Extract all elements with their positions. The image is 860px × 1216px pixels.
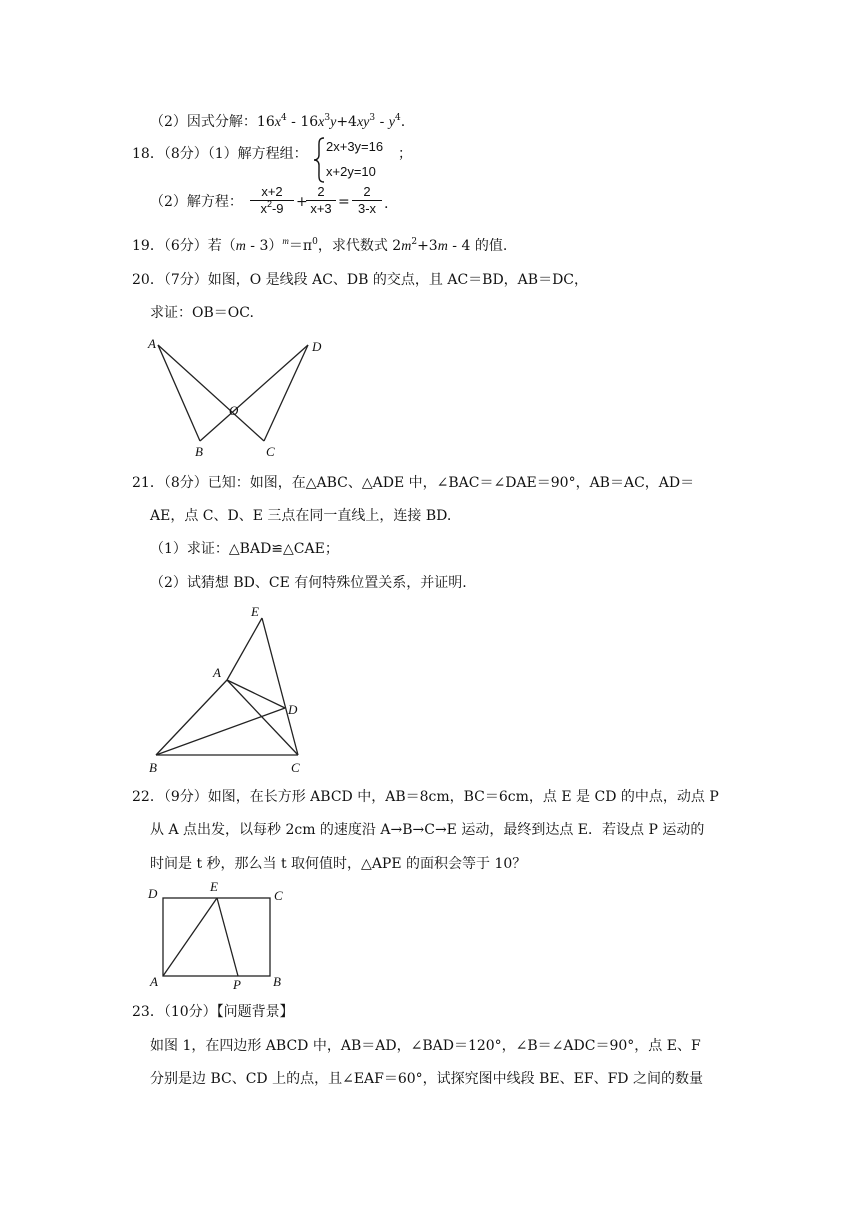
q20-line-1: 20．（7分）如图，O 是线段 AC、DB 的交点，且 AC＝BD，AB＝DC， — [132, 272, 589, 288]
q23-line-1: 23．（10分）【问题背景】 — [132, 1004, 294, 1020]
q18-semicolon: ； — [398, 146, 412, 162]
q17-part2-prefix: （2）因式分解： — [150, 114, 257, 130]
q21-line-4: （2）试猜想 BD、CE 有何特殊位置关系，并证明. — [150, 575, 467, 591]
q18-fraction-1: x+2 $x^2-9$ — [250, 184, 294, 217]
q23-line-3: 分别是边 BC、CD 上的点，且∠EAF＝60°，试探究图中线段 BE、EF、FD 之间的数量 — [150, 1071, 703, 1087]
q21-figure — [140, 600, 330, 780]
q23-line-2: 如图 1，在四边形 ABCD 中，AB＝AD，∠BAD＝120°，∠B＝∠ADC＝90°，点 E、F — [150, 1038, 701, 1054]
q18-equals: = — [338, 194, 350, 210]
q18-fraction-3: 2 3-x — [352, 184, 382, 217]
q22-label-d: D — [148, 886, 158, 901]
q18-part2-prefix: （2）解方程： — [150, 194, 243, 210]
q22-line-1: 22．（9分）如图，在长方形 ABCD 中，AB＝8cm，BC＝6cm，点 E 是 CD 的中点，动点 P — [132, 789, 719, 805]
q22-label-e: E — [210, 879, 218, 894]
q22-line-3: 时间是 t 秒，那么当 t 取何值时，△APE 的面积会等于 10？ — [150, 856, 527, 872]
q21-label-a: A — [213, 665, 221, 680]
q18-system-brace — [312, 137, 326, 183]
q18-equation-1: 2x+3y=16 — [326, 139, 384, 154]
q20-label-d: D — [312, 339, 322, 354]
q18-heading: 18．（8分）（1）解方程组： — [132, 146, 308, 162]
q18-period: . — [384, 196, 389, 212]
q21-line-1: 21．（8分）已知：如图，在△ABC、△ADE 中，∠BAC＝∠DAE＝90°，AB＝AC，AD＝ — [132, 475, 695, 491]
q21-label-b: B — [149, 760, 157, 775]
q21-label-e: E — [251, 604, 259, 619]
q22-label-p: P — [233, 977, 241, 992]
q20-label-a: A — [148, 336, 156, 351]
q21-label-d: D — [288, 702, 298, 717]
q20-label-b: B — [195, 444, 203, 459]
q22-line-2: 从 A 点出发，以每秒 2cm 的速度沿 A→B→C→E 运动，最终到达点 E．若设点 P 运动的 — [150, 822, 705, 838]
q21-line-2: AE，点 C、D、E 三点在同一直线上，连接 BD. — [150, 508, 452, 524]
q22-figure — [140, 878, 300, 993]
q18-fraction-2: 2 x+3 — [306, 184, 336, 217]
q18-plus: + — [296, 194, 308, 210]
q22-label-b: B — [273, 974, 281, 989]
q18-equation-2: x+2y=10 — [326, 164, 376, 179]
q21-label-c: C — [291, 760, 300, 775]
q19-line: 19．（6分）若$(m - 3)^m=\pi^0$，求代数式 $2m^2+3m - 4$ 的值. — [132, 236, 508, 254]
q20-figure — [140, 335, 340, 460]
q22-label-c: C — [274, 888, 283, 903]
q20-line-2: 求证：OB＝OC. — [150, 305, 254, 321]
q20-label-c: C — [266, 444, 275, 459]
q21-line-3: （1）求证：△BAD≌△CAE； — [150, 541, 339, 557]
q22-label-a: A — [150, 974, 158, 989]
q20-label-o: O — [229, 403, 239, 418]
q17-expr: $16x^4 - 16x^3y+4xy^3 - y^4$. — [256, 113, 406, 130]
q17-part2 — [150, 112, 405, 133]
